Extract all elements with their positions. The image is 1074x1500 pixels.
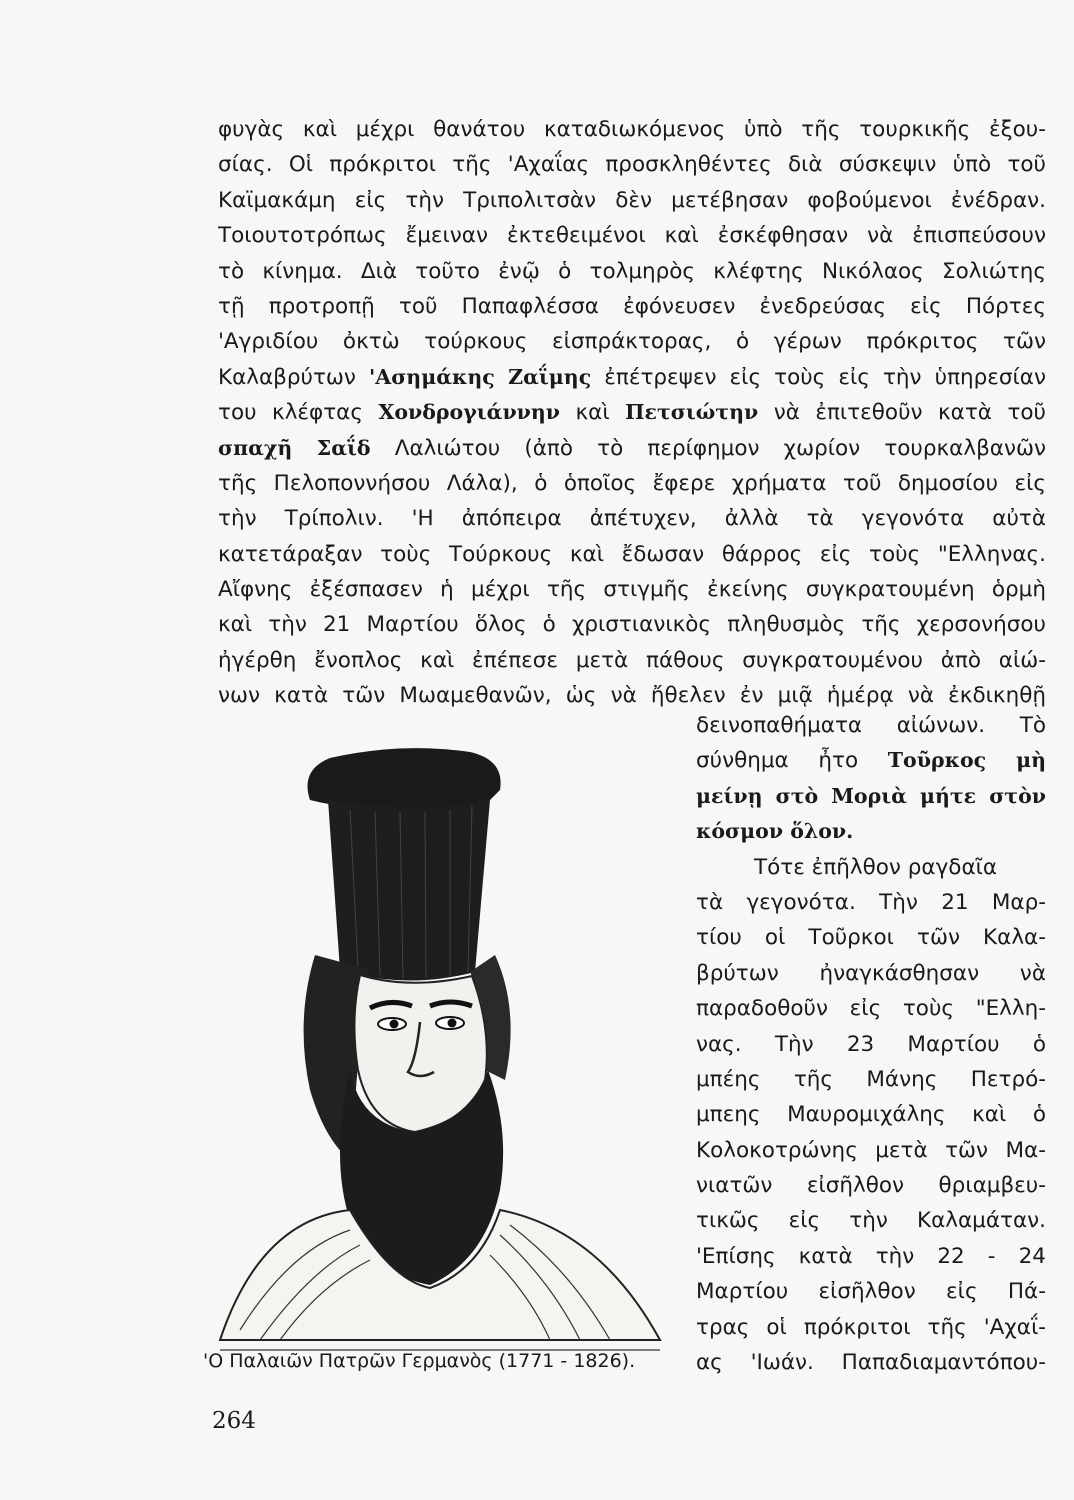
text-line [696,991,1046,1026]
text-segment: τικῶς εἰς τὴν Καλαμάταν. [696,1208,1046,1234]
text-line [696,1062,1046,1097]
text-segment: παραδοθοῦν εἰς τοὺς "Ελλη- [696,996,1046,1022]
text-segment: Καλαβρύτων [218,364,370,390]
page-number: 264 [212,1408,256,1434]
body-text-column [696,708,1046,1380]
text-segment: καὶ [560,400,626,426]
text-line [218,643,1046,678]
text-segment: δεινοπαθήματα αἰώνων. Τὸ [696,713,1046,738]
text-line [218,183,1046,218]
text-line [218,537,1046,572]
text-line [696,1345,1046,1380]
text-line [696,779,1046,814]
text-line [218,218,1046,253]
text-segment: καὶ τὴν 21 Μαρτίου ὅλος ὁ χριστιανικὸς πληθυσμὸς τῆς χερσονήσου [218,612,1046,638]
text-line [696,1239,1046,1274]
text-segment: Τοιουτοτρόπως ἔμειναν ἐκτεθειμένοι καὶ ἐσκέφθησαν νὰ ἐπισπεύσουν [218,223,1046,249]
text-segment: Καϊμακάμη εἰς τὴν Τριπολιτσὰν δὲν μετέβησαν φοβούμενοι ἐνέδραν. [218,187,1046,213]
emphasized-name: Χονδρογιάννην [378,400,561,425]
text-segment: 'Επίσης κατὰ τὴν 22 - 24 [696,1243,1046,1269]
text-segment: τῇ προτροπῇ τοῦ Παπαφλέσσα ἐφόνευσεν ἐνεδρεύσας εἰς Πόρτες [218,293,1046,319]
text-line [696,708,1046,743]
emphasized-name: μείνῃ στὸ Μοριὰ μήτε στὸν [696,783,1046,808]
text-segment: Μαρτίου εἰσῆλθον εἰς Πά- [696,1279,1046,1305]
text-segment: Κολοκοτρώνης μετὰ τῶν Μα- [696,1137,1046,1163]
text-line [218,607,1046,642]
text-segment: Λαλιώτου (ἀπὸ τὸ περίφημον χωρίον τουρκαλβανῶν [370,435,1046,461]
text-line [696,1133,1046,1168]
emphasized-name: σπαχῆ Σαΐδ [218,435,371,460]
text-segment: ἠγέρθη ἔνοπλος καὶ ἐπέπεσε μετὰ πάθους συγκρατουμένου ἀπὸ αἰώ- [218,647,1046,673]
text-segment: ἐπέτρεψεν εἰς τοὺς εἰς τὴν ὑπηρεσίαν [591,364,1046,390]
text-segment: τὴν Τρίπολιν. 'Η ἀπόπειρα ἀπέτυχεν, ἀλλὰ τὰ γεγονότα αὐτὰ [218,506,1046,532]
text-segment: Αἴφνης ἐξέσπασεν ἡ μέχρι τῆς στιγμῆς ἐκείνης συγκρατουμένη ὁρμὴ [218,577,1046,603]
emphasized-name: κόσμον ὅλον. [696,819,854,844]
text-line [218,112,1046,147]
text-line [696,1027,1046,1062]
text-segment: νὰ ἐπιτεθοῦν κατὰ τοῦ [758,400,1046,426]
text-line [218,572,1046,607]
text-segment: νιατῶν εἰσῆλθον θριαμβευ- [696,1173,1046,1199]
text-segment: Τότε ἐπῆλθον ραγδαῖα [754,854,998,880]
text-line [218,254,1046,289]
text-line [218,360,1046,395]
text-line [696,885,1046,920]
text-segment: τὰ γεγονότα. Τὴν 21 Μαρ- [696,889,1046,915]
text-segment: σίας. Οἱ πρόκριτοι τῆς 'Αχαΐας προσκληθέντες διὰ σύσκεψιν ὑπὸ τοῦ [218,152,1046,178]
text-segment: μπεης Μαυρομιχάλης καὶ ὁ [696,1102,1046,1128]
text-segment: ας 'Ιωάν. Παπαδιαμαντόπου- [696,1350,1046,1376]
text-segment: σύνθημα ἦτο [696,748,888,774]
portrait-of-germanos-drawing [200,740,680,1360]
emphasized-name: Τοῦρκος μὴ [887,748,1046,773]
figure-caption: 'Ο Παλαιῶν Πατρῶν Γερμανὸς (1771 - 1826). [203,1350,636,1372]
text-segment: τίου οἱ Τοῦρκοι τῶν Καλα- [696,925,1046,951]
emphasized-name: 'Ασημάκης Ζαΐμης [369,364,592,389]
text-line [696,1168,1046,1203]
text-line [696,1274,1046,1309]
text-line [696,1097,1046,1132]
text-line [696,1203,1046,1238]
text-segment: του κλέφτας [218,400,379,426]
text-line [696,1310,1046,1345]
text-line [218,431,1046,466]
text-line [696,850,1046,885]
text-line [218,147,1046,182]
text-segment: κατετάραξαν τοὺς Τούρκους καὶ ἔδωσαν θάρρος εἰς τοὺς "Ελληνας. [218,541,1046,567]
text-line [218,501,1046,536]
emphasized-name: Πετσιώτην [625,400,759,425]
text-segment: φυγὰς καὶ μέχρι θανάτου καταδιωκόμενος ὑπὸ τῆς τουρκικῆς ἐξου- [218,117,1046,142]
text-segment: τὸ κίνημα. Διὰ τοῦτο ἐνῷ ὁ τολμηρὸς κλέφτης Νικόλαος Σολιώτης [218,258,1046,284]
text-line [218,289,1046,324]
body-text-full-width [218,112,1046,714]
text-line [218,324,1046,359]
portrait-illustration [200,740,680,1360]
text-segment: νας. Τὴν 23 Μαρτίου ὁ [696,1031,1046,1057]
text-segment: τρας οἱ πρόκριτοι τῆς 'Αχαΐ- [696,1314,1046,1340]
text-segment: μπέης τῆς Μάνης Πετρό- [696,1066,1046,1092]
text-line [218,466,1046,501]
text-line [696,920,1046,955]
text-segment: 'Αγριδίου ὀκτὼ τούρκους εἰσπράκτορας, ὁ γέρων πρόκριτος τῶν [218,329,1046,355]
text-line [218,395,1046,430]
text-line [696,743,1046,778]
text-segment: νων κατὰ τῶν Μωαμεθανῶν, ὡς νὰ ἤθελεν ἐν μιᾷ ἡμέρᾳ νὰ ἐκδικηθῇ [218,683,1046,709]
text-line [696,956,1046,991]
text-segment: τῆς Πελοποννήσου Λάλα), ὁ ὁποῖος ἔφερε χρήματα τοῦ δημοσίου εἰς [218,470,1046,496]
text-segment: βρύτων ἠναγκάσθησαν νὰ [696,960,1046,986]
text-line [696,814,1046,849]
